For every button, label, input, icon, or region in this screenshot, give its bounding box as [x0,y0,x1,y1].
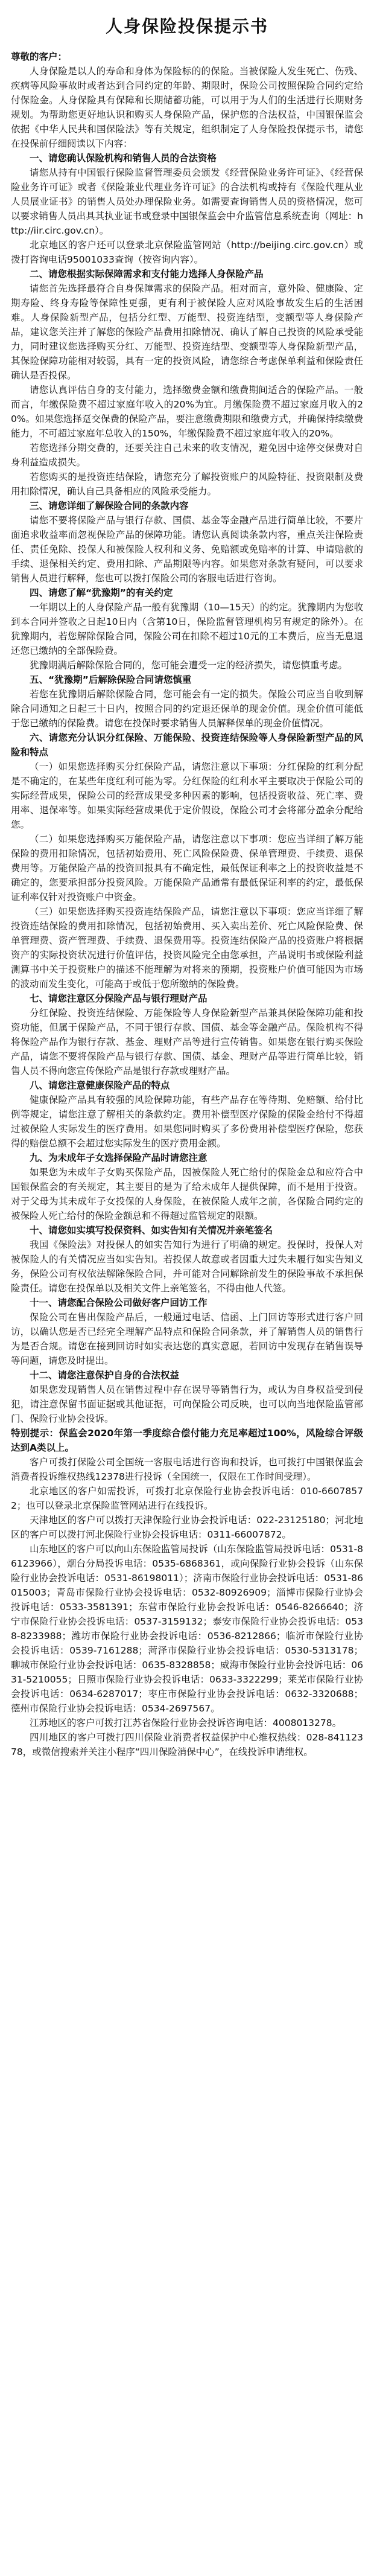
greeting: 尊敬的客户： [11,51,68,62]
paragraph: 一年期以上的人身保险产品一般有犹豫期（10—15天）的约定。犹豫期内为您收到本合同并签收之日起10日内（含第10日，保险监督管理机构另有规定的除外）。在犹豫期内，若您解除保险合同，保险公司在扣除不超过10元的工本费后，应当无息退还您已缴纳的全部保险费。 [11,602,363,656]
paragraph: （三）如果您选择购买投资连结保险产品，请您注意以下事项：您应当详细了解投资连结保险的费用扣除情况，包括初始费用、买入卖出差价、死亡风险保险费、保单管理费、资产管理费、手续费、退保费用等。投资连结保险产品的投资账户将根据资产的实际投资状况进行价值评估，投资风险完全由您承担，产品说明书或保险利益测算书中关于投资账户的描述不能理解为对将来的预期，投资账户价值可能因为市场的波动而发生变化，可能高于或低于您所缴纳的保险费。 [11,906,363,989]
paragraph: 天津地区的客户可以拨打天津保险行业协会投诉电话：022-23125180；河北地区的客户可以拨打河北保险行业协会投诉电话：0311-66007872。 [11,1515,363,1540]
paragraph: 我国《保险法》对投保人的如实告知行为进行了明确的规定。投保时，投保人对被保险人的有关情况应当如实告知。若投保人故意或者因重大过失未履行如实告知义务，保险公司有权依法解除保险合同，并可能对合同解除前发生的保险事故不承担保险责任。请您在投保单以及相关文件上亲笔签名，不得由他人代签。 [11,1239,363,1294]
paragraph: 山东地区的客户可以向山东保险监管局投诉（山东保险监管局投诉电话：0531-86123966），烟台分局投诉电话：0535-6868361，或向保险行业协会投诉（山东保险行业协会投诉电话：0531-86198011）；济南市保险行业协会投诉电话：0531-86015003；青岛市保险行业协会投诉电话：0532-80926909；淄博市保险行业协会投诉电话：0533-3581391；东营市保险行业协会投诉电话：0546-8266640；济宁市保险行业协会投诉电话：0537-3159132；泰安市保险行业协会投诉电话：0538-8233988；潍坊市保险行业协会投诉电话：0536-8212866；临沂市保险行业协会投诉电话：0539-7161288；菏泽市保险行业协会投诉电话：0530-5313178；聊城市保险行业协会投诉电话：0635-8328858；威海市保险行业协会投诉电话：0631-5210055；日照市保险行业协会投诉电话：0633-3322299；莱芜市保险行业协会投诉电话：0634-6287017；枣庄市保险行业协会投诉电话：0632-3320688；德州市保险行业协会投诉电话：0534-2697567。 [11,1544,363,1714]
paragraph: 请您不要将保险产品与银行存款、国债、基金等金融产品进行简单比较，不要片面追求收益率而忽视保险产品的保障功能。请您认真阅读条款内容，重点关注保险责任、责任免除、投保人和被保险人权利和义务、免赔额或免赔率的计算、申请赔款的手续、退保相关约定、费用扣除、产品期限等内容。如果您对条款有疑问，可以要求销售人员进行解释，您也可以拨打保险公司的客服电话进行咨询。 [11,515,363,584]
section-heading: 三、请您详细了解保险合同的条款内容 [30,500,189,511]
paragraph: 请您首先选择最符合自身保障需求的保险产品。相对而言，意外险、健康险、定期寿险、终身寿险等保障性更强，更有利于被保险人应对风险事故发生后的生活困难。人身保险新型产品，包括分红型、万能型、投资连结型，变额型等人身保险产品，建议您关注并了解您的保险产品费用扣除情况、确认了解自己投资的风险承受能力，同时建议您选择购买分红、万能型、投资连结型、变额型等人身保险新型产品，其保险保障功能相对较弱，具有一定的投资风险，请您综合考虑保单利益和保险责任确认是否投保。 [11,283,363,381]
paragraph: 如果您为未成年子女购买保险产品，因被保险人死亡给付的保险金总和应符合中国银保监会的有关规定，其主要目的是为了给未成年人提供保障，而不是用于投资。对于父母为其未成年子女投保的人身保险，在被保险人成年之前，各保险合同约定的被保险人死亡给付的保险金额总和不得超过监管规定的限额。 [11,1167,363,1221]
section-heading: 五、“犹豫期”后解除保险合同请您慎重 [30,674,192,685]
paragraph: （一）如果您选择购买分红保险产品，请您注意以下事项：分红保险的红利分配是不确定的，在某些年度红利可能为零。分红保险的红利水平主要取决于保险公司的实际经营成果，保险公司的经营成果受多种因素的影响，包括投资收益、死亡率、费用率、退保率等。如果实际经营成果优于定价假设，保险公司才会将部分盈余分配给您。 [11,761,363,830]
special-notice: 特别提示：保监会2020年第一季度综合偿付能力充足率超过100%，风险综合评级达到A类以上。 [11,1428,363,1453]
paragraph: 北京地区的客户还可以登录北京保险监管网站（http://beijing.circ.gov.cn）或拨打咨询电话95001033查询（按咨询内容）。 [11,240,363,265]
paragraph: 保险公司在售出保险产品后，一般通过电话、信函、上门回访等形式进行客户回访，以确认您是否已经完全理解产品特点和保险合同条款，并了解销售人员的销售行为是否合规。请您在接到回访时如实表达您的真实意愿，若回访中发现存在销售误导等问题，请您及时提出。 [11,1312,363,1366]
section-heading: 四、请您了解“犹豫期”的有关约定 [30,587,173,598]
section-heading: 十二、请您注意保护自身的合法权益 [30,1370,180,1381]
section-heading: 二、请您根据实际保障需求和支付能力选择人身保险产品 [30,269,264,280]
section-heading: 八、请您注意健康保险产品的特点 [30,1080,170,1091]
paragraph: 若您购买的是投资连结保险，请您充分了解投资账户的风险特征、投资限制及费用扣除情况，确认自己具备相应的风险承受能力。 [11,471,363,497]
paragraph: 犹豫期满后解除保险合同的，您可能会遭受一定的经济损失，请您慎重考虑。 [30,660,348,671]
paragraph: 江苏地区的客户可拨打江苏省保险行业协会投诉咨询电话：4008013278。 [30,1718,342,1728]
section-heading: 七、请您注意区分保险产品与银行理财产品 [30,993,208,1004]
section-heading: 九、为未成年子女选择保险产品时请您注意 [30,1152,208,1163]
paragraph: 若您选择分期交费的，还要关注自己未来的收支情况，避免因中途停交保费对自身利益造成损失。 [11,443,363,468]
section-heading: 十一、请您配合保险公司做好客户回访工作 [30,1297,208,1308]
paragraph: 如果您发现销售人员在销售过程中存在误导等销售行为，或认为自身权益受到侵犯，请注意保留书面证据或其他证据，可向保险公司反映，也可以向当地保险监管部门、保险行业协会投诉。 [11,1384,363,1424]
paragraph: 健康保险产品具有较强的风险保障功能，有些产品存在等待期、免赔额、给付比例等规定，请您注意了解相关的条款约定。费用补偿型医疗保险的保险金给付不得超过被保险人实际发生的医疗费用。如果您同时购买了多份费用补偿型医疗保险，您获得的赔偿总额不会超过您实际发生的医疗费用金额。 [11,1095,363,1149]
section-heading: 一、请您确认保险机构和销售人员的合法资格 [30,153,217,164]
paragraph: 请您从持有中国银行保险监督管理委员会颁发《经营保险业务许可证》、《经营保险业务许可证》或者《保险兼业代理业务许可证》的合法机构或持有《保险代理从业人员展业证书》的销售人员处办理保险业务。如需要查询销售人员的资格情况，您可以要求销售人员出具其执业证书或登录中国银保监会中介监管信息系统查询（网址：http://iir.circ.gov.cn）。 [11,167,363,236]
paragraph: 北京地区的客户如需投诉，可拨打北京保险行业协会投诉电话：010-66078572；也可以登录北京保险监管网站进行在线投诉。 [11,1486,363,1511]
paragraph: 四川地区的客户可拨打四川保险业消费者权益保护中心维权热线：028-84112378，或微信搜索并关注小程序“四川保险消保中心”，在线投诉申请维权。 [11,1732,363,1757]
paragraph: 若您在犹豫期后解除保险合同，您可能会有一定的损失。保险公司应当自收到解除合同通知之日起三十日内，按照合同的约定退还保单的现金价值。现金价值可能低于您已缴纳的保险费。请您在投保时要求销售人员解释保单的现金价值情况。 [11,689,363,729]
section-heading: 六、请您充分认识分红保险、万能保险、投资连结保险等人身保险新型产品的风险和特点 [11,732,363,758]
paragraph: 客户可拨打保险公司全国统一客服电话进行咨询和投诉，也可拨打中国银保监会消费者投诉维权热线12378进行投诉（全国统一，仅限在工作时间受理）。 [11,1457,363,1482]
paragraph: 请您认真评估自身的支付能力，选择缴费金额和缴费期间适合的保险产品。一般而言，年缴保险费不超过家庭年收入的20%为宜。月缴保险费不超过家庭月收入的20%。如果您选择趸交保费的保险产品，要注意缴费期限和缴费方式，并确保持续缴费能力，不可超过家庭年总收入的150%，年缴保险费不超过家庭年收入的20%。 [11,385,363,439]
document-title: 人身保险投保提示书 [105,16,268,36]
paragraph: （二）如果您选择购买万能保险产品，请您注意以下事项：您应当详细了解万能保险的费用扣除情况，包括初始费用、死亡风险保险费、保单管理费、手续费、退保费用等。万能保险产品的投资回报具有不确定性，最低保证利率之上的投资收益是不确定的，您要承担部分投资风险。万能保险产品通常有最低保证利率的约定，最低保证利率仅针对投资账户中资金。 [11,834,363,903]
paragraph: 分红保险、投资连结保险、万能保险等人身保险新型产品兼具保险保障功能和投资功能，但属于保险产品，不同于银行存款、国债、基金等金融产品。保险机构不得将保险产品作为银行存款、基金、理财产品等进行宣传销售。如果您在银行购买保险产品，请您不要将保险产品与银行存款、国债、基金、理财产品等进行简单比较，销售人员不得向您宣传保险产品是银行存款或理财产品。 [11,1008,363,1076]
section-heading: 十、请您如实填写投保资料、如实告知有关情况并亲笔签名 [30,1225,273,1236]
intro-paragraph: 人身保险是以人的寿命和身体为保险标的的保险。当被保险人发生死亡、伤残、疾病等风险事故时或者达到合同约定的年龄、期限时，保险公司按照保险合同约定给付保险金。人身保险具有保障和长期储蓄功能，可以用于为人们的生活进行长期财务规划。为帮助您更好地认识和购买人身保险产品，保护您的合法权益，中国银保监会依据《中华人民共和国保险法》等有关规定，组织制定了人身保险投保提示书，请您在投保前仔细阅读以下内容： [11,66,363,149]
